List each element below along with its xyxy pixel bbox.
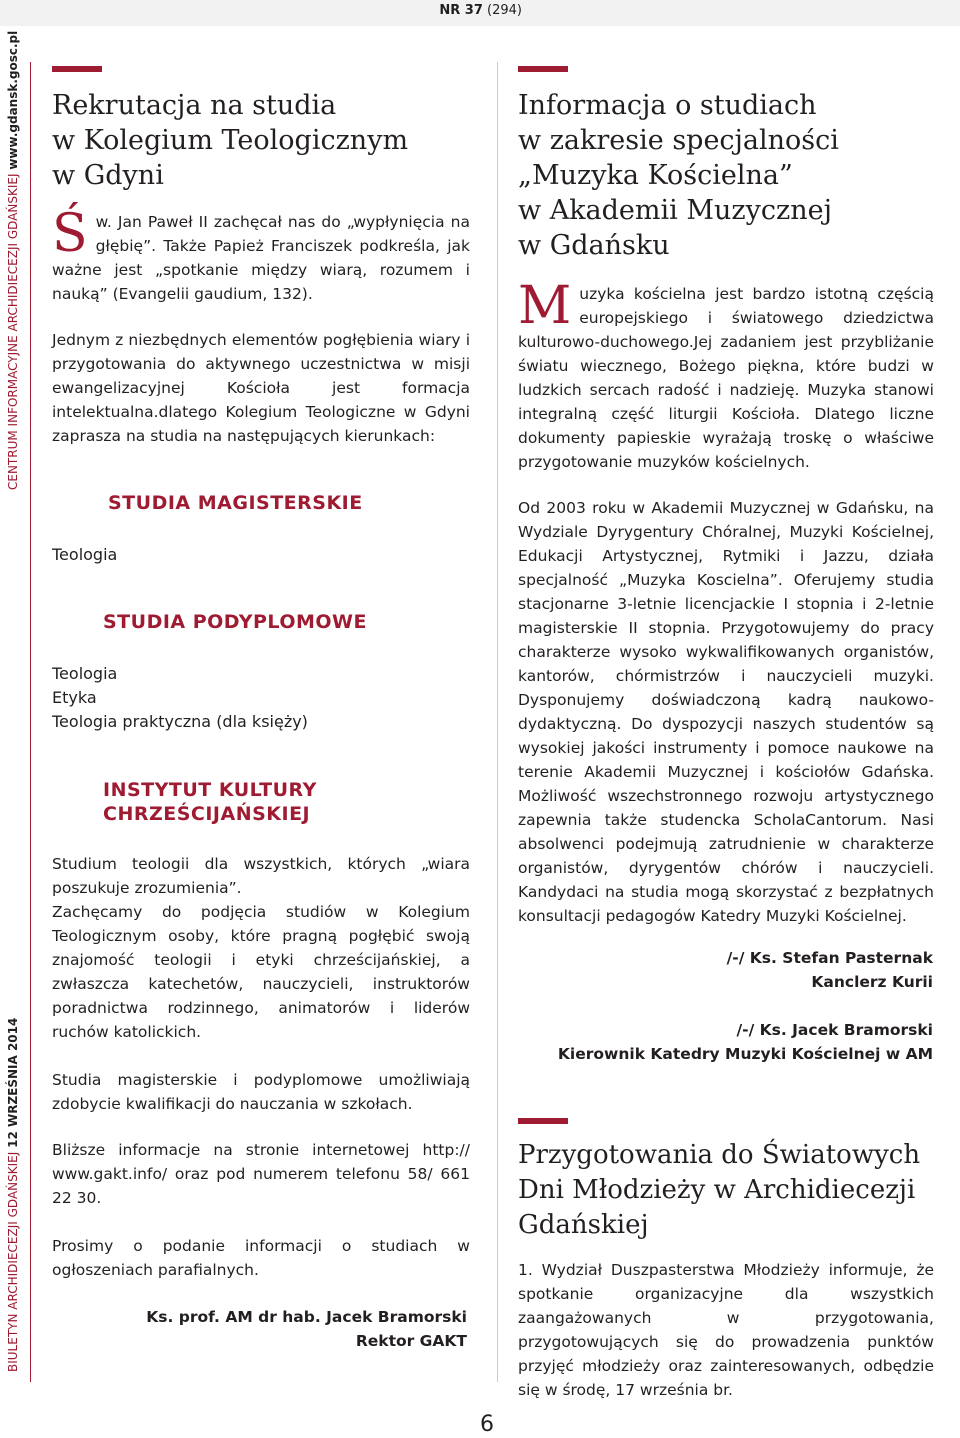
title-line: Przygotowania do Światowych [518, 1140, 921, 1170]
right-para3 [518, 1258, 934, 1402]
section-heading-institute [103, 778, 317, 826]
list-item: Teologia praktyczna (dla księży) [52, 712, 308, 731]
heading-line: INSTYTUT KULTURY [103, 779, 317, 801]
left-intro [52, 204, 470, 306]
title-line: w Akademii Muzycznej [518, 195, 832, 226]
right-signature-2 [518, 1018, 933, 1066]
right-article-title [518, 88, 938, 263]
title-line: w Gdyni [52, 160, 164, 191]
signature-name: /-/ Ks. Jacek Bramorski [736, 1021, 933, 1039]
para-text: Jednym z niezbędnych elementów pogłębienia wiary i przygotowania do aktywnego uczestnictwa w misji ewangelizacyjnej Kościoła jest formacja intelektualna.dlatego Kolegium Teologiczne w Gdyni zaprasza na studia na następujących kierunkach: [52, 331, 470, 445]
title-line: Dni Młodzieży w Archidiecezji [518, 1175, 916, 1205]
para-text: Studium teologii dla wszystkich, których „wiara poszukuje zrozumienia”. [52, 855, 470, 897]
title-line: w zakresie specjalności [518, 125, 839, 156]
signature-role: Kierownik Katedry Muzyki Kościelnej w AM [557, 1045, 933, 1063]
section-heading-postgrad: STUDIA PODYPLOMOWE [103, 611, 367, 633]
sidebar-vertical-bottom [6, 1018, 20, 1372]
signature-role: Rektor GAKT [355, 1332, 467, 1350]
title-line: Rekrutacja na studia [52, 90, 337, 121]
para-text: Zachęcamy do podjęcia studiów w Kolegium Teologicznym osoby, które pragną pogłębić swoją znajomość teologii i etyki chrześcijańskiej, a zwłaszcza katechetów, nauczycieli, instruktorów poradnictwa rodzinnego, animatorów i liderów ruchów katolickich. [52, 903, 470, 1041]
right-para2 [518, 496, 934, 928]
issue-number: NR 37 (294) [439, 3, 522, 18]
column-divider [497, 62, 498, 1382]
para-text: Studia magisterskie i podyplomowe umożliwiają zdobycie kwalifikacji do nauczania w szkołach. [52, 1071, 470, 1113]
heading-line: CHRZEŚCIJAŃSKIEJ [103, 803, 311, 825]
sidebar-vertical-top [6, 31, 20, 490]
left-article-title [52, 88, 472, 193]
title-line: w Gdańsku [518, 230, 670, 261]
section-marker [52, 66, 102, 72]
page-number: 6 [480, 1412, 494, 1437]
left-para2 [52, 328, 470, 448]
signature-name: /-/ Ks. Stefan Pasternak [726, 949, 933, 967]
para-text: Bliższe informacje na stronie internetowej http:// www.gakt.info/ oraz pod numerem telefonu 58/ 661 22 30. [52, 1141, 470, 1207]
dropcap: M [518, 276, 572, 336]
title-line: w Kolegium Teologicznym [52, 125, 409, 156]
sidebar-divider [30, 62, 31, 1382]
left-para3 [52, 852, 470, 1044]
intro-text: w. Jan Paweł II zachęcał nas do „wypłynięcia na głębię”. Także Papież Franciszek podkreśla, jak ważne jest „spotkanie między wiarą, rozumem i nauką” (Evangelii gaudium, 132). [52, 213, 470, 303]
section-marker [518, 1118, 568, 1124]
left-para5 [52, 1068, 470, 1116]
title-line: Gdańskiej [518, 1210, 649, 1240]
masters-item: Teologia [52, 545, 118, 564]
left-para6 [52, 1138, 470, 1210]
section-heading-masters: STUDIA MAGISTERSKIE [108, 492, 363, 514]
sidebar-url: www.gdansk.gosc.pl [6, 30, 20, 170]
intro-text: uzyka kościelna jest bardzo istotną częścią europejskiego i światowego dziedzictwa kulturowo-duchowego.Jej zadaniem jest przybliżanie światu wiecznego, Bożego piękna, które budzi w ludzkich sercach radość i nadzieję. Muzyka stanowi integralną część liturgii Kościoła. Dlatego liczne dokumenty papieskie wyrażają troskę o właściwe przygotowanie muzyków kościelnych. [518, 285, 934, 471]
para-text: 1. Wydział Duszpasterstwa Młodzieży informuje, że spotkanie organizacyjne dla wszystkich zaangażowanych w przygotowania, przygotowujących się do prowadzenia punktów przyjęć młodzieży oraz zainteresowanych, odbędzie się w środę, 17 września br. [518, 1261, 934, 1399]
list-item: Teologia [52, 664, 118, 683]
para-text: Prosimy o podanie informacji o studiach w ogłoszeniach parafialnych. [52, 1237, 470, 1279]
dropcap: Ś [52, 204, 88, 264]
title-line: „Muzyka Kościelna” [518, 160, 793, 191]
left-signature [52, 1305, 467, 1353]
sidebar-date: 12 WRZEŚNIA 2014 [6, 1017, 20, 1148]
postgrad-list [52, 662, 308, 734]
title-line: Informacja o studiach [518, 90, 817, 121]
section-marker [518, 66, 568, 72]
right-signature-1 [518, 946, 933, 994]
sidebar-publication-name: BIULETYN ARCHIDIECEZJI GDAŃSKIEJ [6, 1151, 20, 1372]
top-header [0, 0, 960, 26]
sidebar-center-name: CENTRUM INFORMACYJNE ARCHIDIECEZJI GDAŃSKIEJ [6, 173, 20, 490]
right-intro [518, 276, 934, 474]
right-article-title-2 [518, 1138, 948, 1243]
list-item: Etyka [52, 688, 97, 707]
signature-role: Kanclerz Kurii [811, 973, 933, 991]
signature-name: Ks. prof. AM dr hab. Jacek Bramorski [146, 1308, 467, 1326]
left-para7 [52, 1234, 470, 1282]
para-text: Od 2003 roku w Akademii Muzycznej w Gdańsku, na Wydziale Dyrygentury Chóralnej, Muzyki Kościelnej, Edukacji Artystycznej, Rytmiki i Jazzu, działa specjalność „Muzyka Koscielna”. Oferujemy studia stacjonarne 3-letnie licencjackie I stopnia i 2-letnie magisterskie II stopnia. Przygotowujemy do pracy charakterze wysoko wykwalifikowanych organistów, kantorów, chórmistrzów i nauczycieli muzyki. Dysponujemy doświadczoną kadrą naukowo-dydaktyczną. Do dyspozycji naszych studentów są wysokiej jakości instrumenty i pomoce naukowe na terenie Akademii Muzycznej i kościołów Gdańska. Możliwość wszechstronnego rozwoju artystycznego zapewnia także studencka ScholaCantorum. Nasi absolwenci podejmują zatrudnienie w charakterze organistów, dyrygentów chórów i nauczycieli. Kandydaci na studia mogą skorzystać z bezpłatnych konsultacji pedagogów Katedry Muzyki Kościelnej. [518, 499, 934, 925]
